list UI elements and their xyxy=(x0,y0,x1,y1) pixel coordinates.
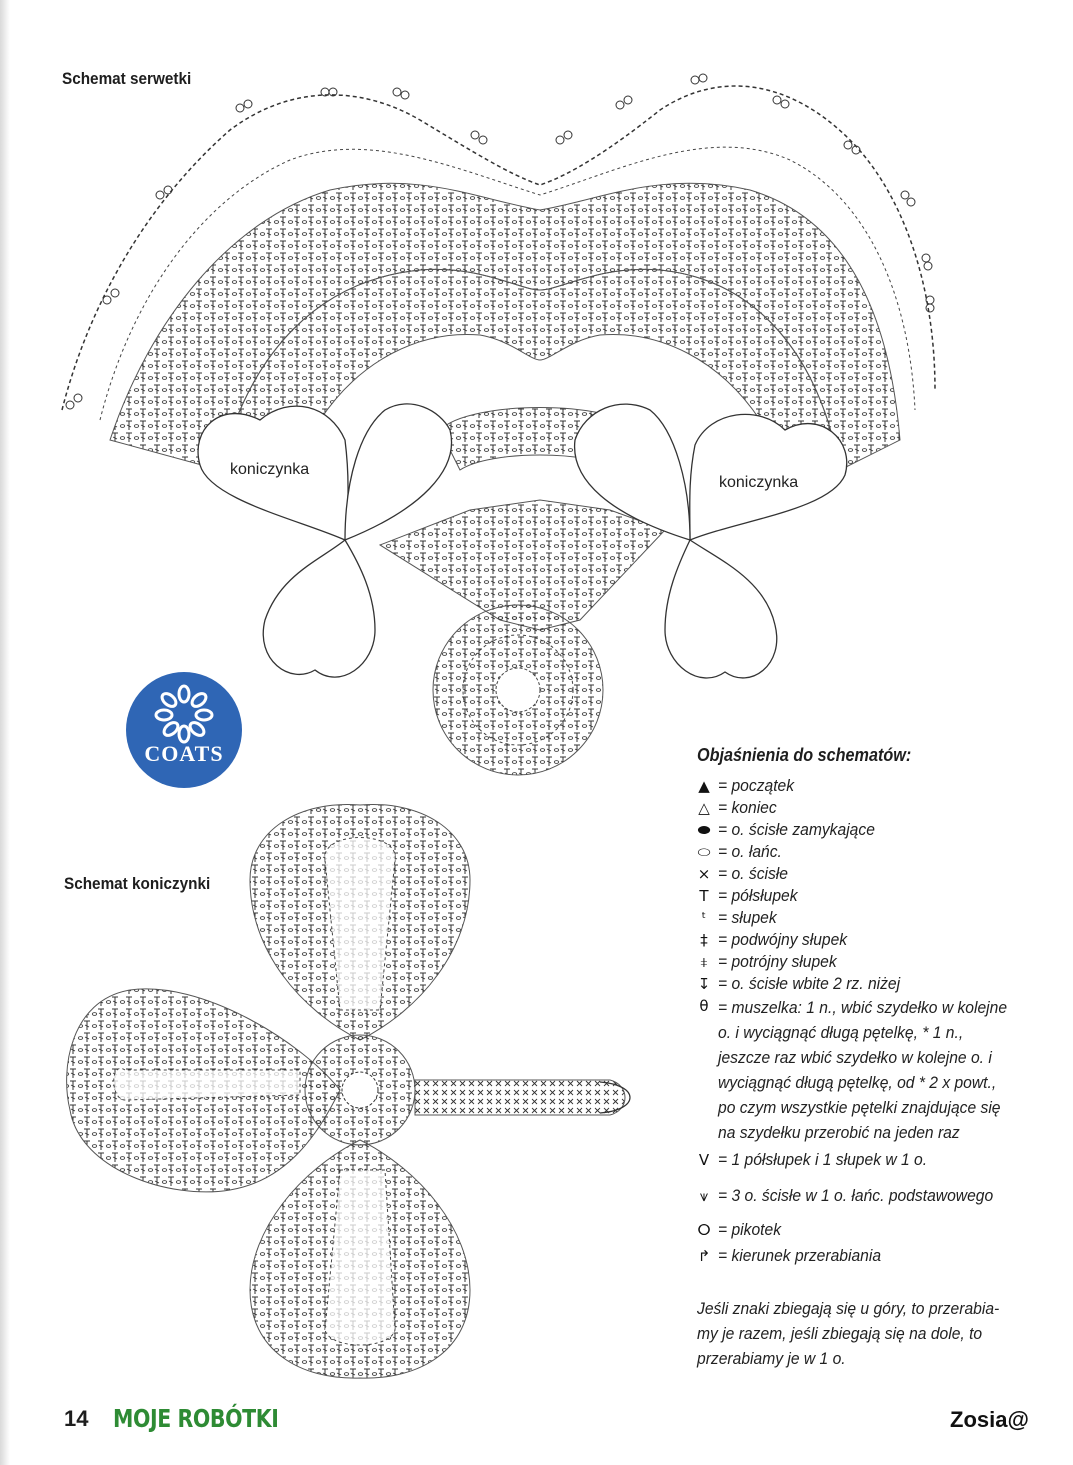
legend-item-text: = o. ścisłe xyxy=(718,864,788,883)
legend xyxy=(690,775,1040,1267)
leaf-label-right: koniczynka xyxy=(719,474,799,491)
legend-item xyxy=(690,1219,1040,1241)
clover-chart-title: Schemat koniczynki xyxy=(64,874,211,893)
legend-note-line: przerabiamy je w 1 o. xyxy=(697,1349,846,1368)
legend-item-text: = muszelka: 1 n., wbić szydełko w kolejne o. i wyciągnąć długą pętelkę, * 1 n., jeszcze raz wbić szydełko w kolejne o. i wyciągnąć długą pętelkę, od * 2 x powt., po czym wszystkie pętelki znajdujące się na szydełku przerobić na jeden raz xyxy=(718,998,1008,1142)
coats-logo xyxy=(126,672,242,788)
legend-item xyxy=(690,885,1040,907)
legend-item-text: = podwójny słupek xyxy=(718,930,848,949)
legend-item xyxy=(690,1185,1040,1207)
v-stitch-icon: V xyxy=(698,1151,710,1169)
doily-chart-title: Schemat serwetki xyxy=(62,69,192,88)
legend-item xyxy=(690,819,1040,841)
legend-item-text: = 1 półsłupek i 1 słupek w 1 o. xyxy=(718,1150,928,1169)
half-double-icon: T xyxy=(699,887,709,905)
cross-icon: × xyxy=(697,865,711,883)
picot-icon: ⵔ xyxy=(697,1221,711,1239)
filled-triangle-icon: ▲ xyxy=(698,777,710,795)
doily-chart xyxy=(62,74,935,775)
legend-item xyxy=(690,951,1040,973)
legend-item xyxy=(690,797,1040,819)
three-sc-icon: ⩛ xyxy=(699,1187,709,1205)
legend-item-text: = słupek xyxy=(718,908,777,927)
legend-item xyxy=(690,775,1040,797)
clover-chart xyxy=(67,804,630,1378)
legend-item xyxy=(690,929,1040,951)
spike-stitch-icon: ↧ xyxy=(697,975,711,993)
legend-item-text: = półsłupek xyxy=(718,886,798,905)
direction-arrow-icon: ↱ xyxy=(697,1247,711,1265)
legend-item-text: = o. ścisłe wbite 2 rz. niżej xyxy=(718,974,901,993)
legend-note-line: my je razem, jeśli zbiegają się na dole, to xyxy=(697,1324,983,1343)
legend-item-text: = o. łańc. xyxy=(718,842,782,861)
double-treble-icon: ⧧ xyxy=(700,953,708,971)
signature: Zosia@ xyxy=(950,1407,1029,1432)
double-icon: ᵗ xyxy=(701,909,707,927)
legend-item xyxy=(690,995,1040,1145)
legend-item xyxy=(690,907,1040,929)
legend-item xyxy=(690,863,1040,885)
legend-item-text: = o. ścisłe zamykające xyxy=(718,820,875,839)
clover-stem xyxy=(415,1080,625,1115)
open-triangle-icon: △ xyxy=(698,799,710,817)
magazine-name: MOJE ROBÓTKI xyxy=(113,1404,279,1433)
open-oval-icon: ⬭ xyxy=(697,843,711,861)
legend-item-text: = kierunek przerabiania xyxy=(718,1246,882,1265)
page-number: 14 xyxy=(64,1406,89,1431)
legend-item-text: = pikotek xyxy=(718,1220,782,1239)
legend-item xyxy=(690,841,1040,863)
legend-item-text: = koniec xyxy=(718,798,777,817)
legend-item xyxy=(690,973,1040,995)
legend-item xyxy=(690,1149,1040,1171)
legend-note xyxy=(697,1296,1042,1371)
puff-stitch-icon: θ xyxy=(699,997,709,1015)
leaf-label-left: koniczynka xyxy=(230,461,310,478)
legend-item-text: = 3 o. ścisłe w 1 o. łańc. podstawowego xyxy=(718,1186,994,1205)
legend-item xyxy=(690,1245,1040,1267)
legend-note-line: Jeśli znaki zbiegają się u góry, to przerabia- xyxy=(697,1299,1000,1318)
treble-icon: ‡ xyxy=(700,931,708,949)
coats-logo-text: COATS xyxy=(144,741,224,766)
legend-title: Objaśnienia do schematów: xyxy=(697,745,912,765)
filled-oval-icon: ⬬ xyxy=(697,821,711,839)
legend-item-text: = początek xyxy=(718,776,795,795)
legend-item-text: = potrójny słupek xyxy=(718,952,837,971)
